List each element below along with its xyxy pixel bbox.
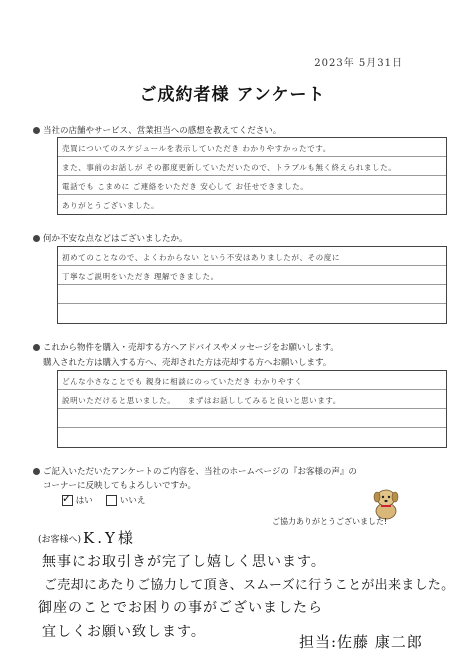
option-yes-label: はい [75,496,93,506]
answer-box-1 [57,137,447,215]
recipient-label: (お客様へ) [38,535,82,545]
bullet-icon [33,344,40,351]
question-4 [33,465,357,477]
answer-1-line-2: また、事前のお話しが その都度更新していただいたので、トラブルも無く終えられました。 [62,163,397,172]
checkbox-no[interactable] [106,495,117,506]
survey-date: 2023年 5月31日 [314,58,403,69]
question-3-sub: 購入された方は購入する方へ、売却された方は売却する方へお願いします。 [43,358,332,368]
question-2 [33,232,188,244]
consent-options [62,494,145,506]
option-no-label: いいえ [119,496,146,506]
question-4-text: ご記入いただいたアンケートのご内容を、当社のホームページの『お客様の声』の [43,467,357,477]
question-1-text: 当社の店舗やサービス、営業担当への感想を教えてください。 [43,126,282,136]
answer-2-line-1: 初めてのことなので、よくわからない という不安はありましたが、その度に [62,253,340,262]
answer-box-2 [57,246,447,324]
answer-3-line-1: どんな小さなことでも 親身に相談にのっていただき わかりやすく [62,377,303,386]
answer-1-line-3: 電話でも こまめに ご連絡をいただき 安心して お任せできました。 [62,182,309,191]
answer-1-line-1: 売買についてのスケジュールを表示していただき わかりやすかったです。 [62,144,331,153]
answer-3-line-2: 説明いただけると思いました。 まずはお話ししてみると良いと思います。 [62,396,341,405]
question-4-sub: コーナーに反映してもよろしいですか。 [43,481,197,491]
signature: 担当:佐藤 康二郎 [299,633,423,651]
answer-box-3 [57,370,447,448]
message-line-4: 宜しくお願い致します。 [42,624,206,640]
message-line-2: ご売却にあたりご協力して頂き、スムーズに行うことが出来ました。 [44,578,455,593]
checkbox-yes[interactable] [62,492,73,506]
check-icon: ✓ [62,492,72,505]
message-line-3: 御座のことでお困りの事がございましたら [38,600,323,616]
question-3-text: これから物件を購入・売却する方へアドバイスやメッセージをお願いします。 [43,343,339,353]
question-1 [33,124,281,136]
answer-1-line-4: ありがとうございました。 [62,201,160,210]
dog-mascot-icon [370,486,402,520]
bullet-icon [33,127,40,134]
thanks-message: ご協力ありがとうございました! [272,517,388,526]
question-3 [33,341,339,353]
page-title: ご成約者様 アンケート [139,85,326,105]
bullet-icon [33,468,40,475]
bullet-icon [33,235,40,242]
recipient-name: K.Y様 [83,529,136,547]
message-line-1: 無事にお取引きが完了し嬉しく思います。 [42,554,326,570]
question-2-text: 何か不安な点などはございましたか。 [43,234,188,244]
answer-2-line-2: 丁寧なご説明をいただき 理解できました。 [62,272,219,281]
